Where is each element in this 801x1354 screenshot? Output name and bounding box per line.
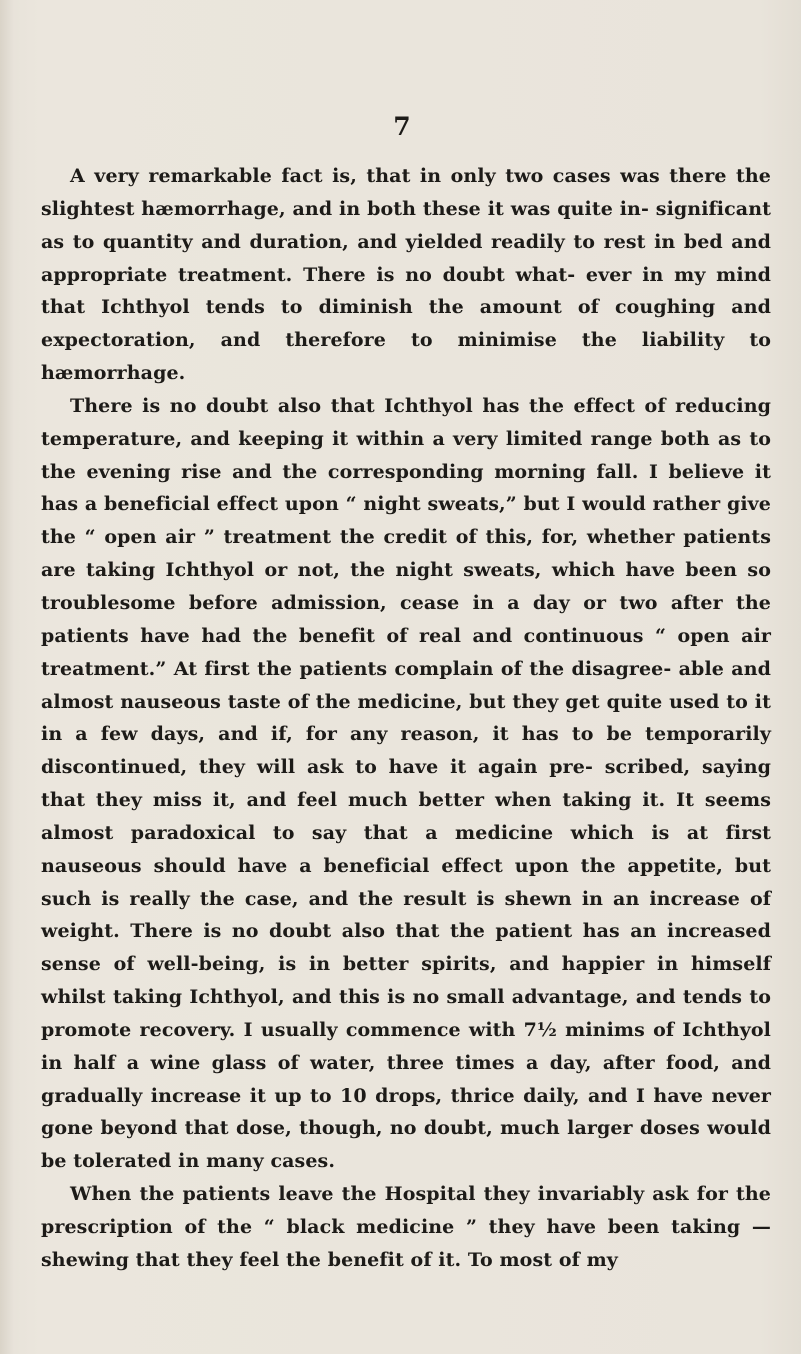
body-text [41, 160, 771, 1277]
paragraph-haemorrhage: A very remarkable fact is, that in only two cases was there the slightest hæmorrhage, and in both these it was quite in- significant as to quantity and duration, and yielded readily to rest in bed and appropriate treatment. There is no doubt what- ever in my mind that Ichthyol tends to diminish the amount of coughing and expectoration, and therefore to minimise the liability to hæmorrhage. [41, 165, 771, 385]
page-number: 7 [393, 112, 411, 141]
paragraph-temperature: There is no doubt also that Ichthyol has the effect of reducing temperature, and keeping it within a very limited range both as to the evening rise and the corresponding morning fall. I believe it has a beneficial effect upon “ night sweats,” but I would rather give the “ open air ” treatment the credit of this, for, whether patients are taking Ichthyol or not, the night sweats, which have been so troublesome before admission, cease in a day or two after the patients have had the benefit of real and continuous “ open air treatment.” At first the patients complain of the disagree- able and almost nauseous taste of the medicine, but they get quite used to it in a few days, and if, for any reason, it has to be temporarily discontinued, they will ask to have it again pre- scribed, saying that they miss it, and feel much better when taking it. It seems almost paradoxical to say that a medicine which is at first nauseous should have a beneficial effect upon the appetite, but such is really the case, and the result is shewn in an increase of weight. There is no doubt also that the patient has an increased sense of well-being, is in better spirits, and happier in himself whilst taking Ichthyol, and this is no small advantage, and tends to promote recovery. I usually commence with 7½ minims of Ichthyol in half a wine glass of water, three times a day, after food, and gradually increase it up to 10 drops, thrice daily, and I have never gone beyond that dose, though, no doubt, much larger doses would be tolerated in many cases. [41, 394, 771, 1173]
paragraph-prescription: When the patients leave the Hospital they invariably ask for the prescription of the “ black medicine ” they have been taking —shewing that they feel the benefit of it. To most of my [41, 1183, 771, 1271]
